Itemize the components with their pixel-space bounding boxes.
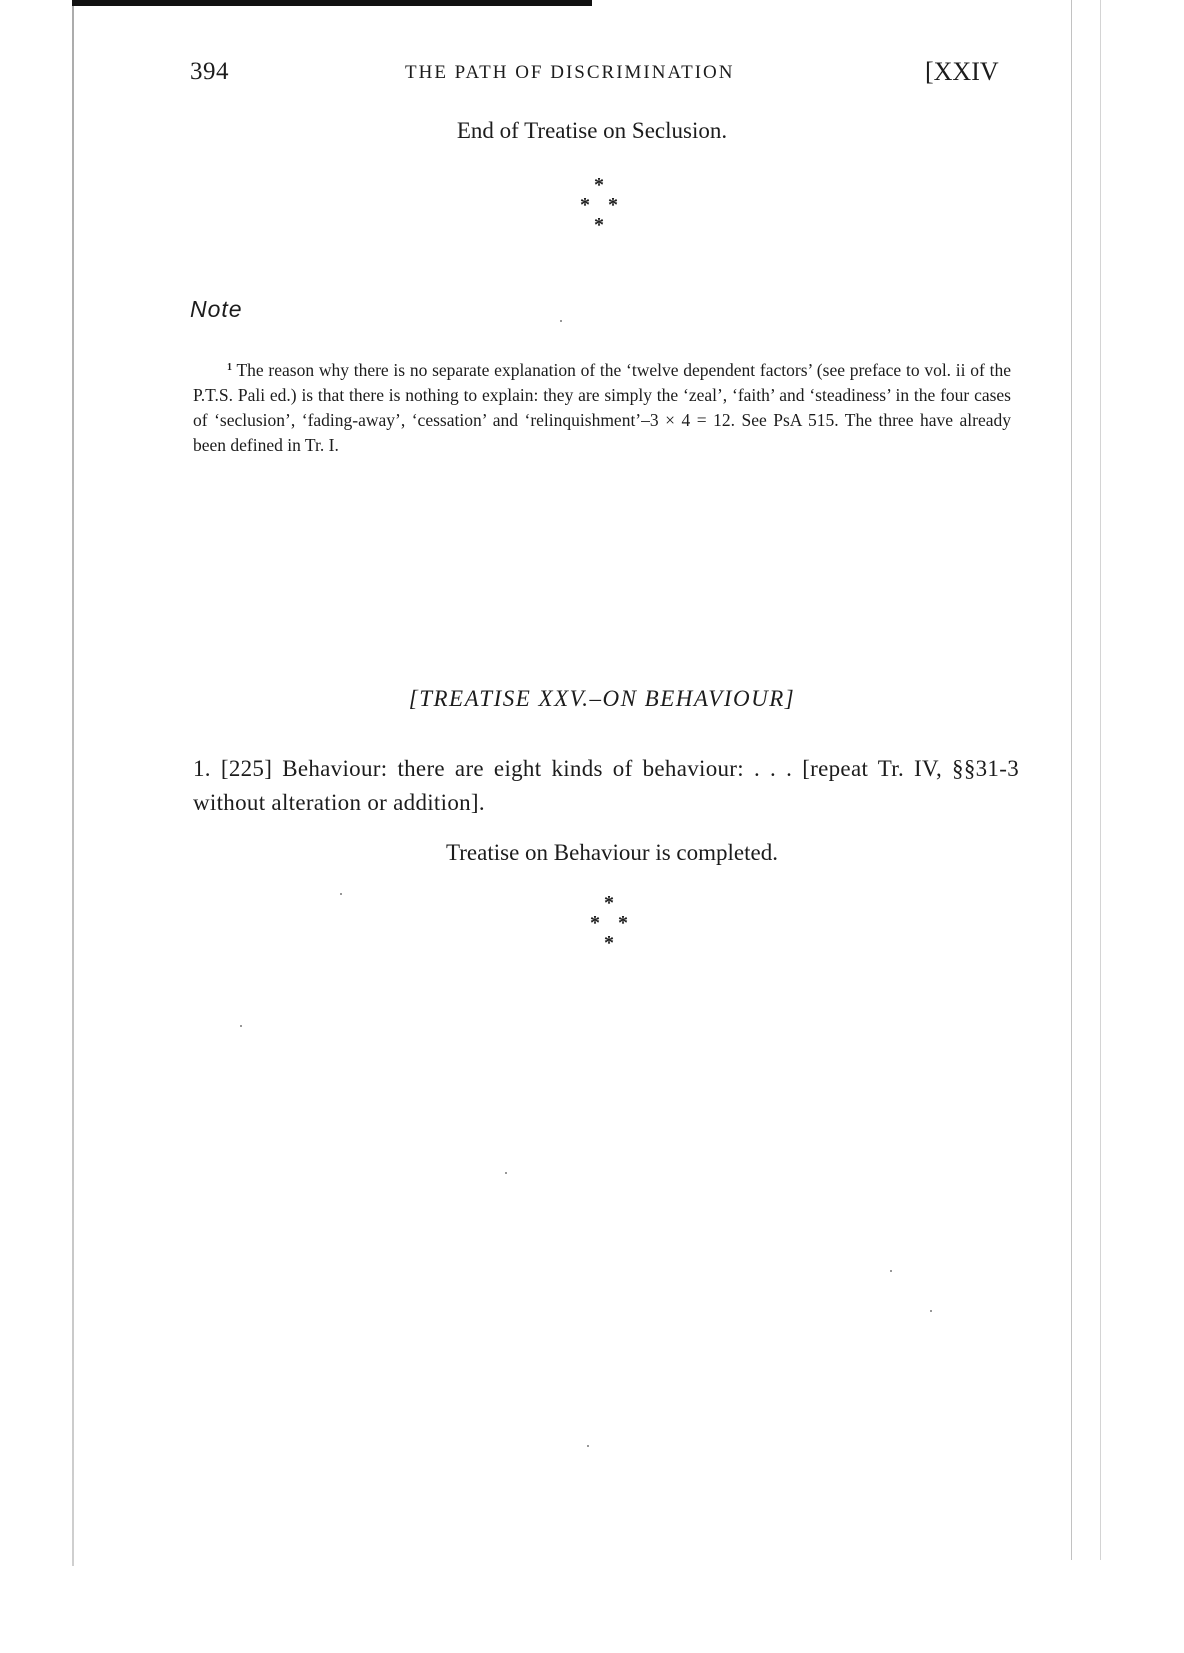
scan-left-edge (72, 6, 74, 1566)
asterism-ornament (572, 175, 632, 235)
scan-speck (560, 320, 562, 322)
asterisk: * (608, 194, 618, 216)
scan-right-edge (1071, 0, 1072, 1560)
scan-speck (930, 1310, 932, 1312)
note-heading: Note (190, 296, 243, 322)
running-head: THE PATH OF DISCRIMINATION (405, 62, 735, 83)
asterism-ornament (582, 893, 642, 953)
asterisk: * (594, 174, 604, 196)
scan-top-edge (72, 0, 592, 6)
footnote (193, 355, 1011, 458)
treatise-completed-line: Treatise on Behaviour is completed. (446, 840, 778, 865)
scan-speck (340, 893, 342, 895)
page-number: 394 (190, 58, 229, 85)
treatise-heading: [TREATISE XXV.–ON BEHAVIOUR] (408, 686, 796, 711)
asterisk: * (594, 214, 604, 236)
section-end-line: End of Treatise on Seclusion. (456, 118, 728, 143)
scan-speck (240, 1025, 242, 1027)
asterisk: * (580, 194, 590, 216)
scan-speck (587, 1445, 589, 1447)
chapter-mark: [XXIV (925, 57, 999, 86)
asterisk: * (590, 912, 600, 934)
body-paragraph: 1. [225] Behaviour: there are eight kinds of behaviour: . . . [repeat Tr. IV, §§31-3 without alteration or addition]. (193, 756, 1019, 815)
scan-speck (505, 1172, 507, 1174)
asterisk: * (618, 912, 628, 934)
asterisk: * (604, 932, 614, 954)
footnote-marker: 1 (227, 362, 232, 373)
scan-right-edge (1100, 0, 1101, 1560)
scan-speck (890, 1270, 892, 1272)
footnote-text: The reason why there is no separate explanation of the ‘twelve dependent factors’ (see preface to vol. ii of the P.T.S. Pali ed.) is that there is nothing to explain: they are simply the ‘zeal’, ‘faith’ and ‘steadiness’ in the four cases of ‘seclusion’, ‘fading-away’, ‘cessation’ and ‘relinquishment’–3 × 4 = 12. See PsA 515. The three have already been defined in Tr. I. (193, 360, 1011, 455)
asterisk: * (604, 892, 614, 914)
